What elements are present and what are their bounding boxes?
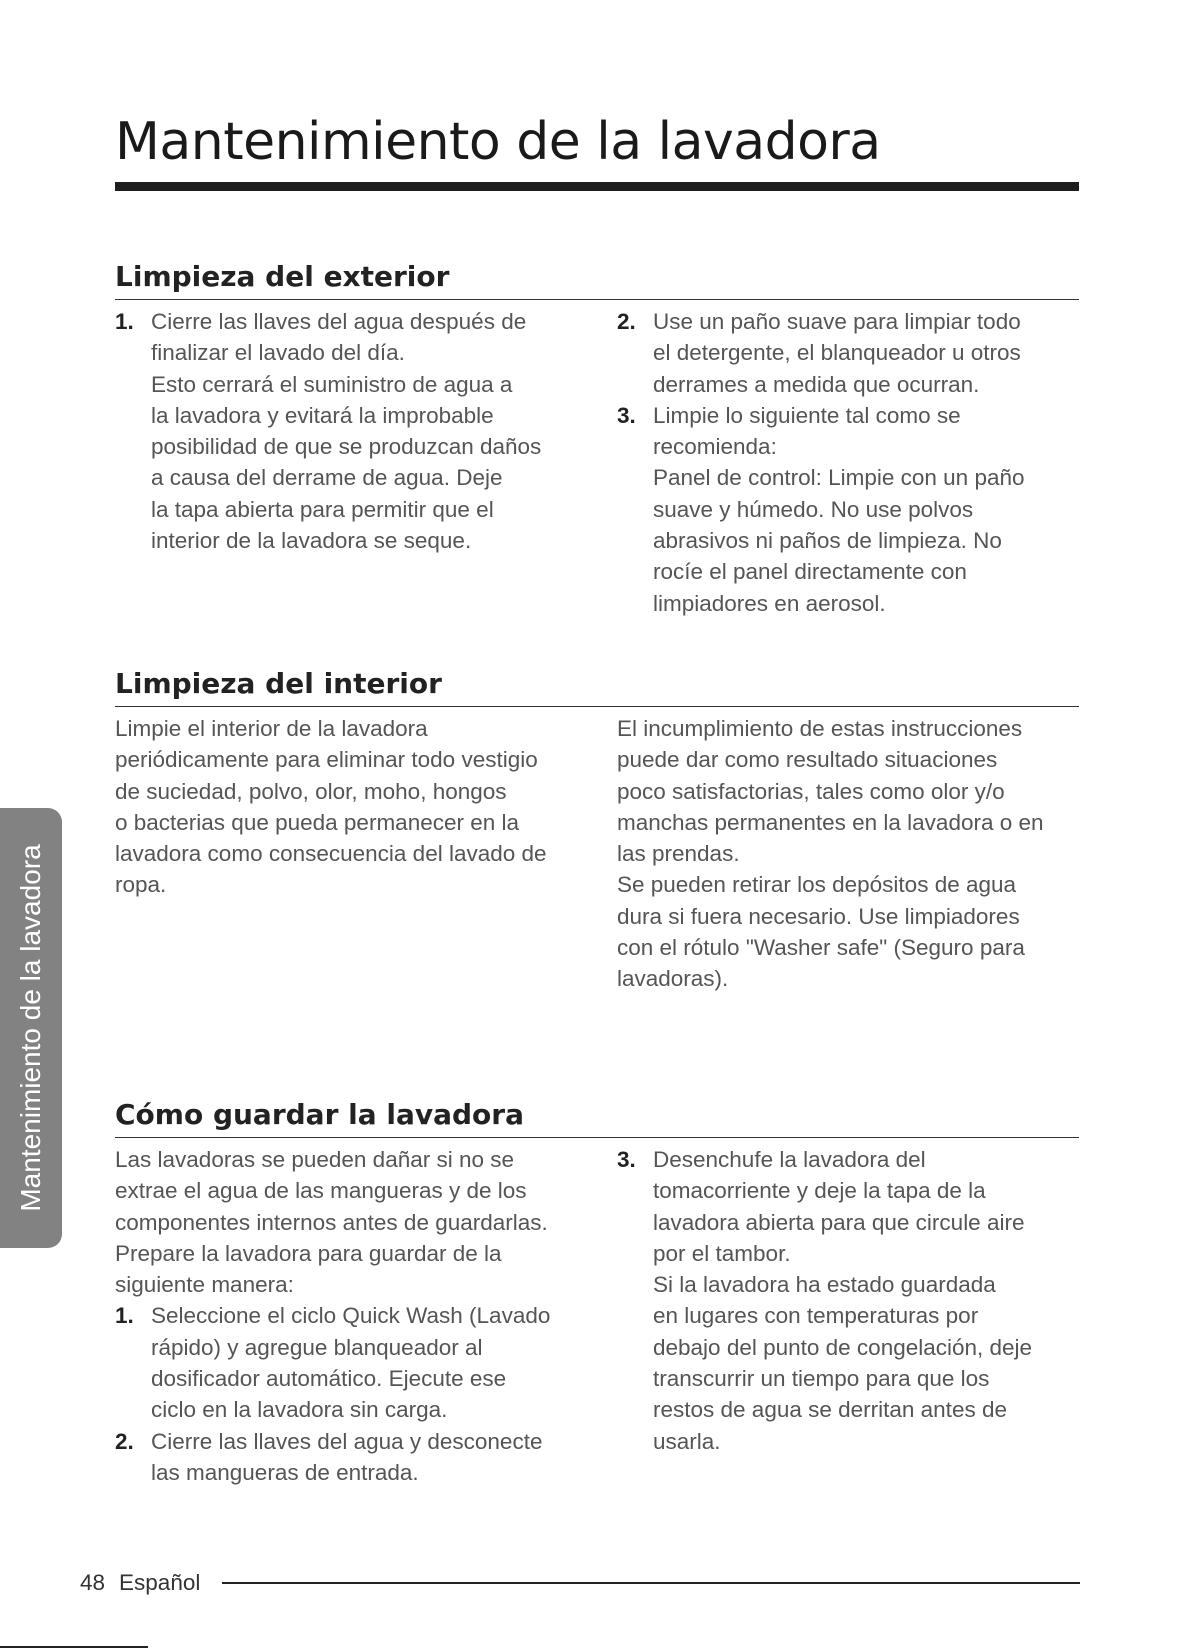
text-line: usarla.	[653, 1428, 721, 1454]
section-heading-exterior: Limpieza del exterior	[115, 260, 450, 293]
section-heading-storage: Cómo guardar la lavadora	[115, 1098, 524, 1131]
text-line: rocíe el panel directamente con	[653, 559, 967, 585]
text-line: dura si fuera necesario. Use limpiadores	[617, 903, 1020, 929]
text-line: la lavadora y evitará la improbable	[151, 402, 494, 428]
storage-item-2	[115, 1426, 575, 1489]
text-line: restos de agua se derritan antes de	[653, 1397, 1007, 1423]
text-line: siguiente manera:	[115, 1272, 294, 1298]
text-line: Desenchufe la lavadora del	[653, 1147, 926, 1172]
language-label: Español	[119, 1570, 201, 1595]
item-number: 1.	[115, 309, 134, 334]
text-line: tomacorriente y deje la tapa de la	[653, 1178, 986, 1204]
text-line: Cierre las llaves del agua después de	[151, 309, 527, 334]
text-line: en lugares con temperaturas por	[653, 1303, 979, 1329]
text-line: Limpie el interior de la lavadora	[115, 716, 428, 741]
storage-right-column	[617, 1144, 1067, 1457]
text-line: las prendas.	[617, 841, 740, 867]
section-exterior	[115, 258, 1079, 618]
storage-intro	[115, 1144, 575, 1300]
storage-left-column	[115, 1144, 575, 1488]
footer-rule	[222, 1582, 1080, 1584]
interior-warning-paragraph	[617, 713, 1067, 869]
text-line: periódicamente para eliminar todo vestigio	[115, 747, 538, 773]
text-line: transcurrir un tiempo para que los	[653, 1366, 990, 1392]
text-line: rápido) y agregue blanqueador al	[151, 1334, 483, 1360]
text-line: derrames a medida que ocurran.	[653, 371, 980, 397]
item-subtext	[653, 462, 1067, 618]
text-line: El incumplimiento de estas instrucciones	[617, 716, 1023, 741]
text-line: lavadora como consecuencia del lavado de	[115, 841, 547, 867]
section-rule	[115, 706, 1079, 707]
bottom-edge-rule	[0, 1646, 148, 1648]
text-line: dosificador automático. Ejecute ese	[151, 1366, 507, 1392]
text-line: de suciedad, polvo, olor, moho, hongos	[115, 778, 507, 804]
text-line: componentes internos antes de guardarlas.	[115, 1209, 548, 1235]
text-line: puede dar como resultado situaciones	[617, 747, 998, 773]
text-line: Las lavadoras se pueden dañar si no se	[115, 1147, 515, 1172]
text-line: posibilidad de que se produzcan daños	[151, 434, 542, 460]
item-subtext	[653, 1269, 1067, 1457]
page-footer	[80, 1568, 1080, 1598]
item-text	[653, 306, 1067, 400]
section-heading-interior: Limpieza del interior	[115, 667, 442, 700]
text-line: Prepare la lavadora para guardar de la	[115, 1240, 502, 1266]
item-number: 3.	[617, 402, 636, 428]
text-line: poco satisfactorias, tales como olor y/o	[617, 778, 1005, 804]
interior-left-column	[115, 713, 575, 901]
section-rule	[115, 299, 1079, 300]
text-line: las mangueras de entrada.	[151, 1459, 419, 1485]
text-line: Limpie lo siguiente tal como se	[653, 402, 961, 428]
text-line: Use un paño suave para limpiar todo	[653, 309, 1021, 334]
text-line: con el rótulo "Washer safe" (Seguro para	[617, 935, 1025, 961]
section-interior	[115, 665, 1079, 1005]
item-number: 2.	[115, 1428, 134, 1454]
item-number: 1.	[115, 1303, 134, 1329]
side-chapter-tab	[0, 808, 62, 1248]
text-line: a causa del derrame de agua. Deje	[151, 465, 503, 491]
storage-item-1	[115, 1300, 575, 1425]
item-text	[151, 306, 575, 369]
text-line: interior de la lavadora se seque.	[151, 528, 472, 554]
item-text	[151, 1300, 575, 1425]
text-line: Esto cerrará el suministro de agua a	[151, 371, 513, 397]
exterior-left-column	[115, 306, 575, 556]
text-line: lavadora abierta para que circule aire	[653, 1209, 1025, 1235]
section-storage	[115, 1096, 1079, 1516]
item-text	[653, 400, 1067, 463]
text-line: o bacterias que pueda permanecer en la	[115, 809, 520, 835]
text-line: el detergente, el blanqueador u otros	[653, 340, 1021, 366]
title-rule	[115, 182, 1079, 191]
storage-item-3	[617, 1144, 1067, 1457]
interior-paragraph	[115, 713, 575, 901]
text-line: ropa.	[115, 872, 167, 898]
item-number: 2.	[617, 309, 636, 334]
text-line: suave y húmedo. No use polvos	[653, 496, 974, 522]
text-line: manchas permanentes en la lavadora o en	[617, 809, 1044, 835]
side-tab-label: Mantenimiento de la lavadora	[15, 844, 46, 1212]
exterior-item-1	[115, 306, 575, 556]
exterior-right-column	[617, 306, 1067, 619]
interior-deposits-paragraph	[617, 869, 1067, 994]
text-line: Si la lavadora ha estado guardada	[653, 1272, 996, 1298]
text-line: Panel de control: Limpie con un paño	[653, 465, 1025, 491]
item-number: 3.	[617, 1147, 636, 1172]
text-line: Cierre las llaves del agua y desconecte	[151, 1428, 543, 1454]
page-title: Mantenimiento de la lavadora	[115, 112, 881, 172]
text-line: Se pueden retirar los depósitos de agua	[617, 872, 1017, 898]
item-text	[151, 1426, 575, 1489]
text-line: debajo del punto de congelación, deje	[653, 1334, 1033, 1360]
text-line: la tapa abierta para permitir que el	[151, 496, 494, 522]
page-number: 48	[80, 1570, 106, 1595]
text-line: finalizar el lavado del día.	[151, 340, 405, 366]
section-rule	[115, 1137, 1079, 1138]
text-line: por el tambor.	[653, 1240, 791, 1266]
text-line: recomienda:	[653, 434, 777, 460]
exterior-item-3	[617, 400, 1067, 619]
text-line: limpiadores en aerosol.	[653, 590, 886, 616]
text-line: extrae el agua de las mangueras y de los	[115, 1178, 527, 1204]
text-line: abrasivos ni paños de limpieza. No	[653, 528, 1002, 554]
text-line: Seleccione el ciclo Quick Wash (Lavado	[151, 1303, 551, 1329]
text-line: lavadoras).	[617, 966, 729, 992]
item-text	[653, 1144, 1067, 1269]
interior-right-column	[617, 713, 1067, 995]
item-subtext	[151, 369, 575, 557]
exterior-item-2	[617, 306, 1067, 400]
text-line: ciclo en la lavadora sin carga.	[151, 1397, 448, 1423]
